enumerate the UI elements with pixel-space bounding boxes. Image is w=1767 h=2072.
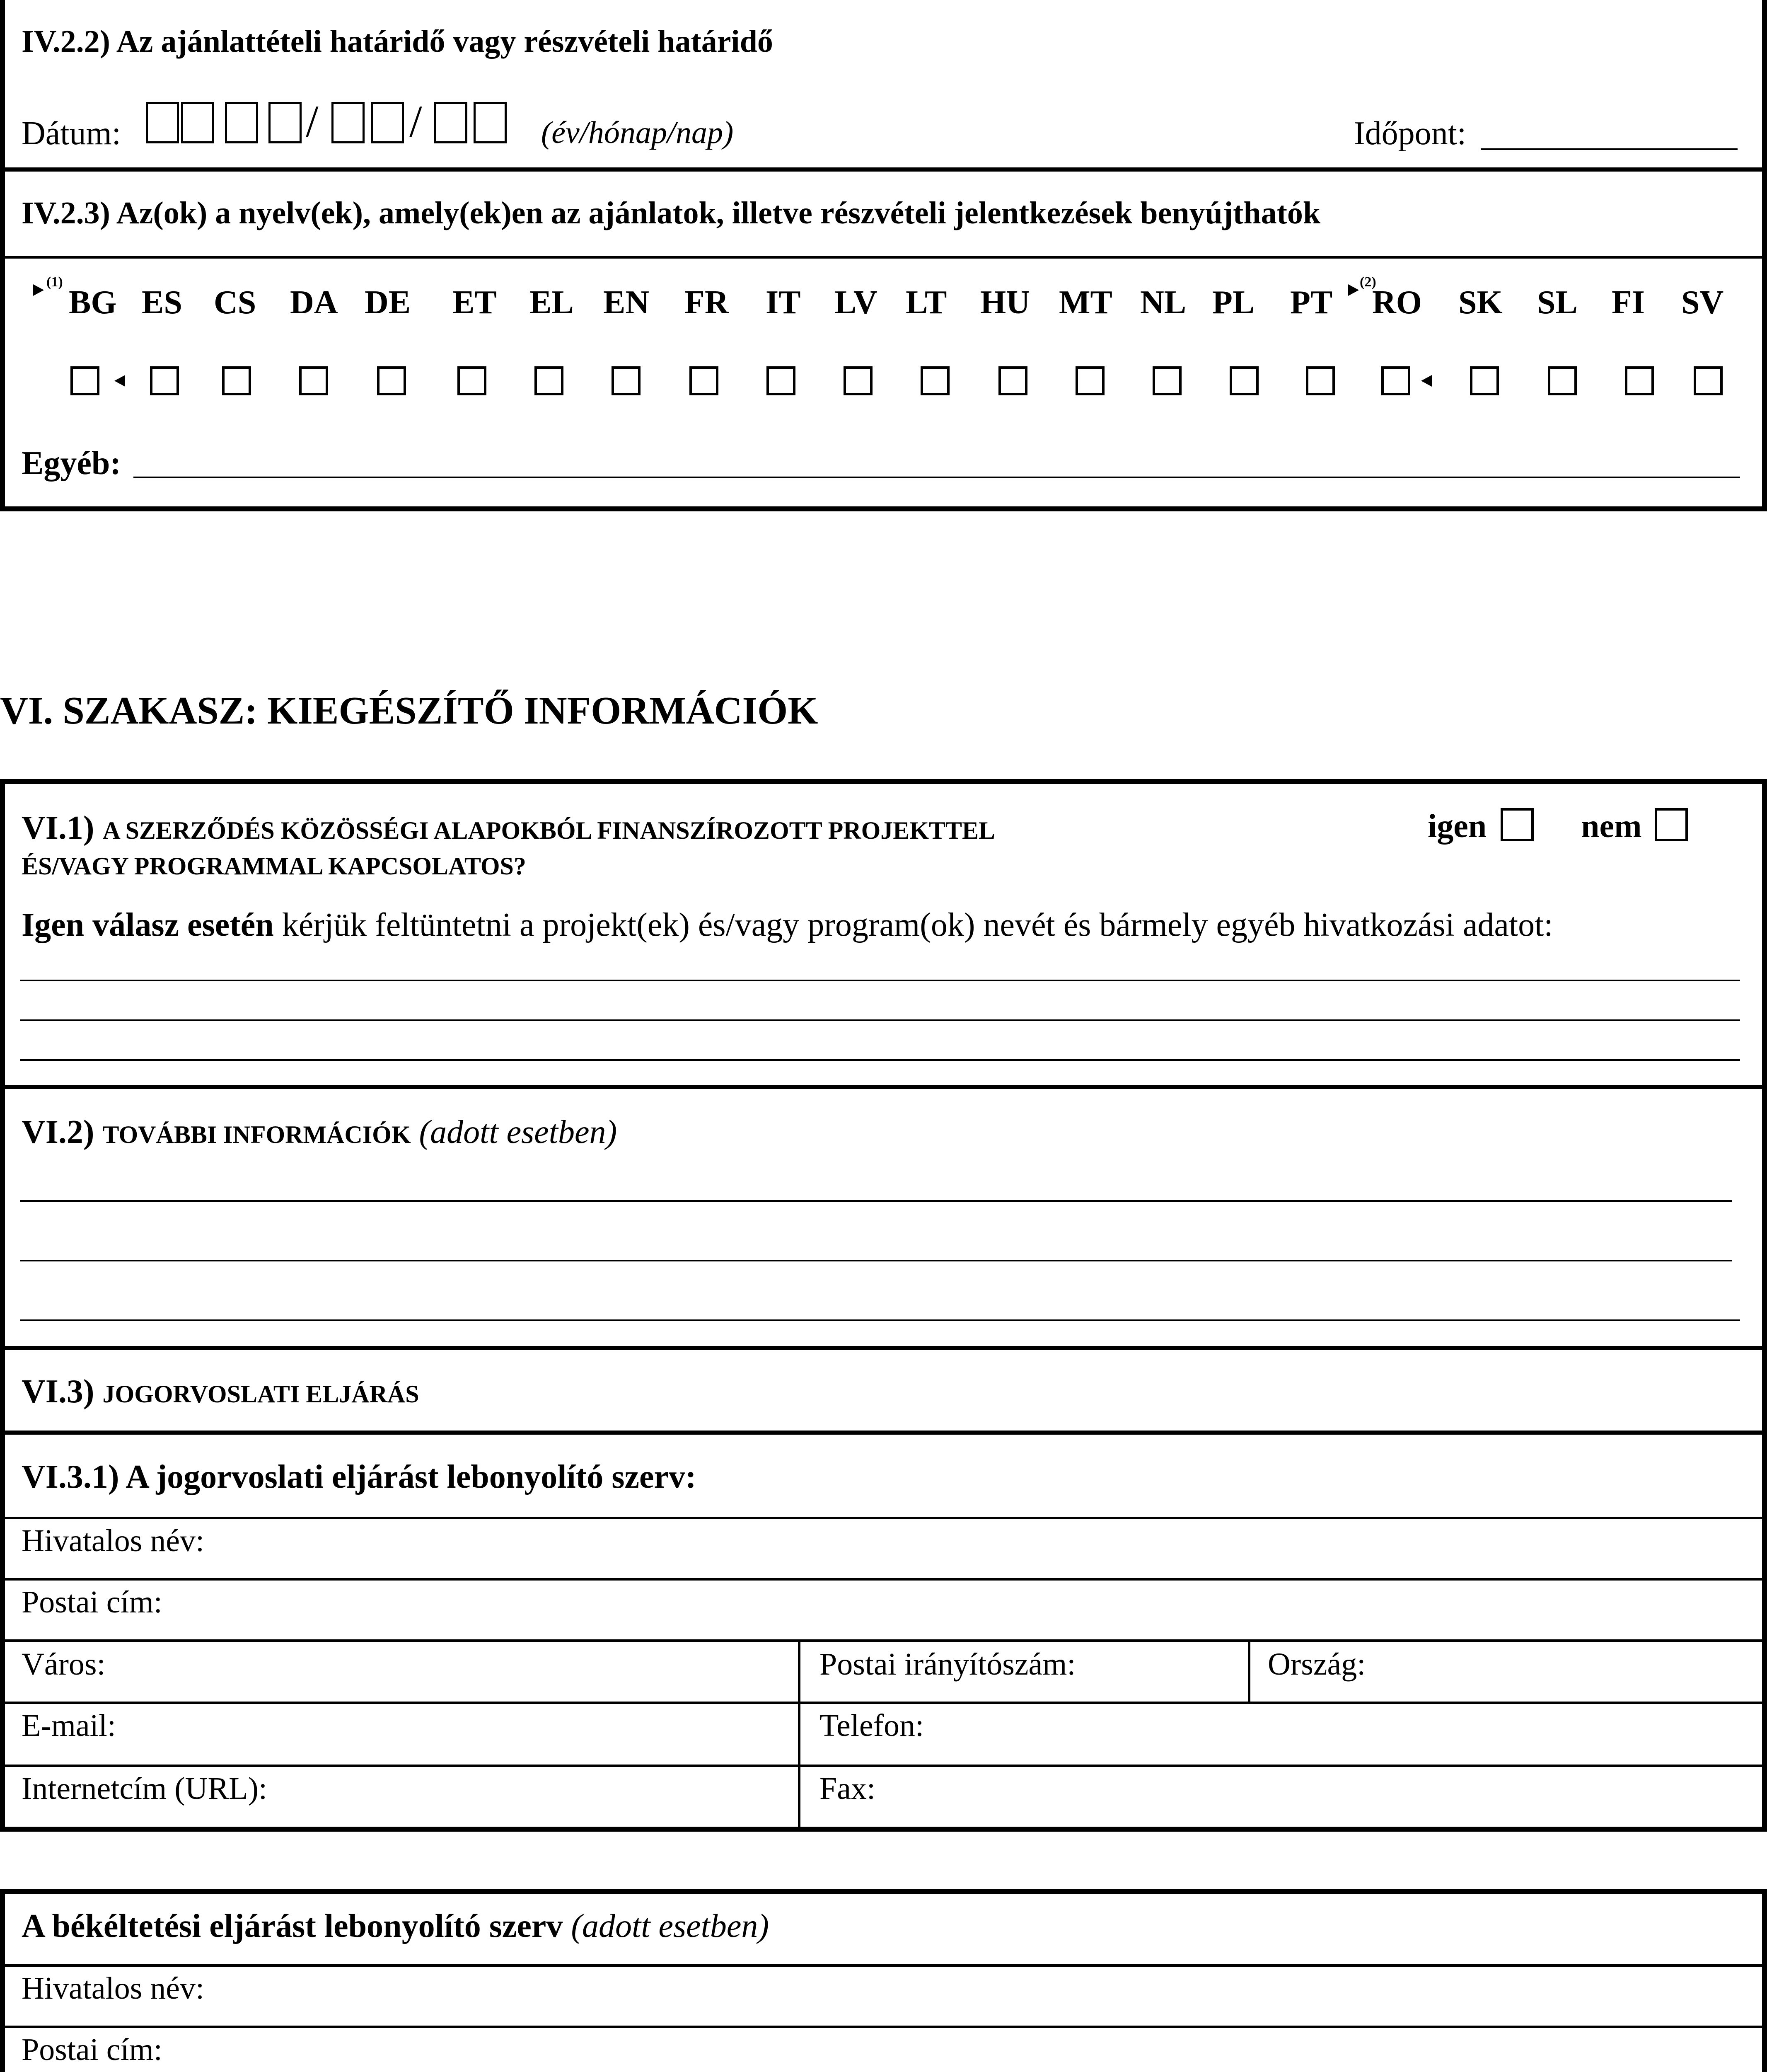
- language-checkbox-cs[interactable]: [222, 366, 251, 395]
- official-name-label: Hivatalos név:: [22, 1523, 205, 1558]
- divider: [0, 1765, 1767, 1767]
- divider: [0, 1639, 1767, 1642]
- yes-label: igen: [1428, 808, 1487, 845]
- divider: [0, 1578, 1767, 1581]
- language-label-sl: SL: [1537, 284, 1578, 321]
- language-label-fi: FI: [1612, 284, 1645, 321]
- language-checkbox-es[interactable]: [150, 366, 179, 395]
- vi1-answer-line[interactable]: [20, 1059, 1740, 1061]
- note-arrow-icon: [33, 284, 44, 296]
- language-checkbox-sk[interactable]: [1470, 366, 1499, 395]
- language-checkbox-en[interactable]: [612, 366, 641, 395]
- language-checkbox-hu[interactable]: [998, 366, 1027, 395]
- language-label-et: ET: [452, 284, 497, 321]
- fax-label: Fax:: [819, 1771, 876, 1806]
- no-label: nem: [1581, 808, 1642, 845]
- other-language-label: Egyéb:: [22, 445, 121, 482]
- divider: [0, 1431, 1767, 1435]
- note-back-arrow-icon: [114, 375, 125, 387]
- language-label-bg: BG: [69, 284, 117, 321]
- vi31-heading: VI.3.1) A jogorvoslati eljárást lebonyolító szerv:: [22, 1459, 696, 1495]
- language-label-cs: CS: [214, 284, 256, 321]
- divider: [0, 1085, 1767, 1089]
- postal-address-label: Postai cím:: [22, 1585, 162, 1619]
- language-checkbox-sv[interactable]: [1694, 366, 1723, 395]
- no-checkbox[interactable]: [1655, 808, 1688, 841]
- language-checkbox-et[interactable]: [457, 366, 486, 395]
- note-2: (2): [1360, 274, 1376, 290]
- time-field[interactable]: [1481, 148, 1738, 150]
- language-label-fr: FR: [684, 284, 729, 321]
- language-label-en: EN: [603, 284, 650, 321]
- vi3-heading: VI.3) JOGORVOSLATI ELJÁRÁS: [22, 1373, 419, 1410]
- language-label-mt: MT: [1059, 284, 1112, 321]
- language-checkbox-it[interactable]: [766, 366, 795, 395]
- vi1-instruction: Igen válasz esetén kérjük feltüntetni a projekt(ek) és/vagy program(ok) nevét és bármely egyéb hivatkozási adatot:: [22, 907, 1553, 943]
- divider: [0, 167, 1767, 172]
- yes-checkbox[interactable]: [1501, 808, 1534, 841]
- box-iv22: [0, 0, 1767, 511]
- note-1: (1): [46, 274, 63, 290]
- divider: [0, 1964, 1767, 1967]
- column-divider: [1248, 1639, 1250, 1702]
- email-label: E-mail:: [22, 1708, 116, 1743]
- divider: [0, 1702, 1767, 1704]
- language-label-es: ES: [142, 284, 182, 321]
- date-label: Dátum:: [22, 115, 121, 152]
- vi1-answer-line[interactable]: [20, 980, 1740, 981]
- language-label-de: DE: [365, 284, 411, 321]
- language-checkbox-mt[interactable]: [1076, 366, 1105, 395]
- language-label-lt: LT: [906, 284, 947, 321]
- note-arrow-icon: [1348, 284, 1359, 296]
- column-divider: [798, 1639, 800, 1829]
- divider: [0, 1517, 1767, 1519]
- language-label-nl: NL: [1140, 284, 1187, 321]
- language-label-da: DA: [290, 284, 338, 321]
- language-checkbox-fi[interactable]: [1625, 366, 1654, 395]
- vi1-heading-line2: ÉS/VAGY PROGRAMMAL KAPCSOLATOS?: [22, 852, 526, 880]
- vi2-answer-line[interactable]: [20, 1260, 1732, 1261]
- form-page: IV.2.2) Az ajánlattételi határidő vagy részvételi határidő Dátum: / / (év/hónap/nap) Időpont: IV.2.3) Az(ok) a nyelv(ek), amely(ek)en az ajánlatok, illetve részvételi jelentkezések benyújthatók (1) (2) BG ES CS DA DE ET EL EN FR IT LV LT HU MT NL PL PT RO SK SL FI SV Egyéb: VI. SZAKASZ: KIEGÉSZÍTŐ INFORMÁCIÓK VI.1) A SZERZŐDÉS KÖZÖSSÉGI ALAPOKBÓL FINANSZÍROZOTT PROJEKTTEL ÉS/VAGY PROGRAMMAL KAPCSOLATOS? igen nem Igen válasz esetén kérjük feltüntetni a projekt(ek) és/vagy program(ok) nevét és bármely egyéb hivatkozási adatot: VI.2) TOVÁBBI INFORMÁCIÓK (adott esetben) VI.3) JOGORVOSLATI ELJÁRÁS VI.3.1) A jogorvoslati eljárást lebonyolító szerv: Hivatalos név: Postai cím: Város: Postai irányítószám: Ország: E-mail: Telefon: Internetcím (URL): Fax: A békéltetési eljárást lebonyolító szerv (adott esetben) Hivatalos név: Postai cím:: [0, 0, 1767, 2072]
- language-checkbox-nl[interactable]: [1153, 366, 1182, 395]
- language-label-sk: SK: [1458, 284, 1503, 321]
- postal-address-label: Postai cím:: [22, 2032, 162, 2067]
- language-checkbox-da[interactable]: [299, 366, 328, 395]
- language-checkbox-lt[interactable]: [921, 366, 950, 395]
- other-language-field[interactable]: [133, 477, 1740, 478]
- mediation-heading: A békéltetési eljárást lebonyolító szerv (adott esetben): [22, 1908, 769, 1944]
- language-label-it: IT: [766, 284, 801, 321]
- note-back-arrow-icon: [1421, 375, 1432, 387]
- city-label: Város:: [22, 1647, 106, 1682]
- postal-code-label: Postai irányítószám:: [819, 1647, 1076, 1682]
- language-label-hu: HU: [980, 284, 1030, 321]
- official-name-label: Hivatalos név:: [22, 1971, 205, 2006]
- divider: [0, 2026, 1767, 2028]
- language-checkbox-pt[interactable]: [1306, 366, 1335, 395]
- iv223-heading: IV.2.3) Az(ok) a nyelv(ek), amely(ek)en az ajánlatok, illetve részvételi jelentkezések benyújthatók: [22, 196, 1321, 230]
- language-label-lv: LV: [834, 284, 877, 321]
- language-checkbox-fr[interactable]: [689, 366, 718, 395]
- language-checkbox-el[interactable]: [534, 366, 563, 395]
- language-label-pl: PL: [1212, 284, 1255, 321]
- vi1-heading: VI.1) A SZERZŐDÉS KÖZÖSSÉGI ALAPOKBÓL FINANSZÍROZOTT PROJEKTTEL: [22, 810, 996, 846]
- language-checkbox-sl[interactable]: [1548, 366, 1577, 395]
- url-label: Internetcím (URL):: [22, 1771, 268, 1806]
- phone-label: Telefon:: [819, 1708, 924, 1743]
- language-label-pt: PT: [1290, 284, 1333, 321]
- vi2-answer-line[interactable]: [20, 1319, 1740, 1321]
- language-label-el: EL: [529, 284, 574, 321]
- divider: [0, 256, 1767, 259]
- country-label: Ország:: [1268, 1647, 1366, 1682]
- vi2-heading: VI.2) TOVÁBBI INFORMÁCIÓK (adott esetben): [22, 1114, 617, 1150]
- language-checkbox-lv[interactable]: [844, 366, 873, 395]
- time-label: Időpont:: [1354, 115, 1467, 152]
- language-checkbox-ro[interactable]: [1381, 366, 1410, 395]
- divider: [0, 1346, 1767, 1350]
- iv222-heading: IV.2.2) Az ajánlattételi határidő vagy részvételi határidő: [22, 24, 773, 59]
- language-label-sv: SV: [1681, 284, 1724, 321]
- language-checkbox-bg[interactable]: [70, 366, 99, 395]
- language-checkbox-de[interactable]: [377, 366, 406, 395]
- vi1-answer-line[interactable]: [20, 1019, 1740, 1021]
- language-label-ro: RO: [1372, 284, 1422, 321]
- language-checkbox-pl[interactable]: [1230, 366, 1259, 395]
- vi2-answer-line[interactable]: [20, 1200, 1732, 1202]
- section-vi-title: VI. SZAKASZ: KIEGÉSZÍTŐ INFORMÁCIÓK: [0, 689, 818, 732]
- date-format: (év/hónap/nap): [541, 115, 734, 150]
